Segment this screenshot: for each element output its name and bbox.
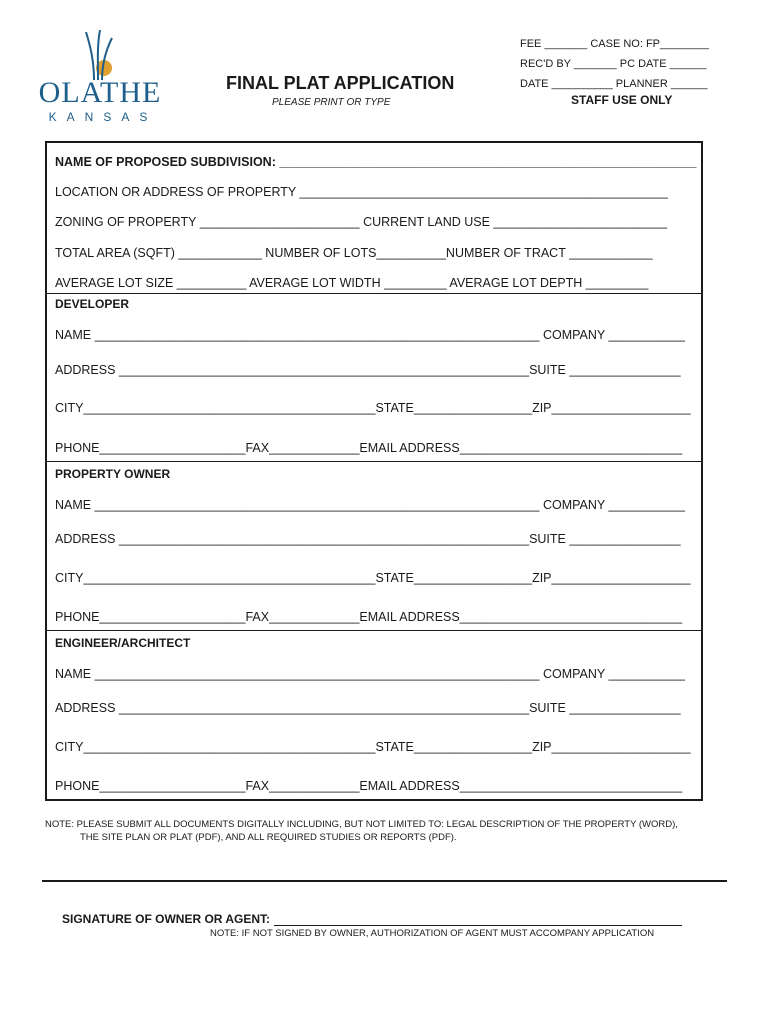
signature-row	[62, 912, 682, 926]
engineer-address-field[interactable]: ADDRESS ___________________________________________________________SUITE ________________	[55, 701, 681, 715]
lot-size-field[interactable]: AVERAGE LOT SIZE __________ AVERAGE LOT WIDTH _________ AVERAGE LOT DEPTH _________	[55, 276, 649, 290]
logo-subword: KANSAS	[48, 110, 158, 124]
staff-line-recd: REC'D BY _______ PC DATE ______	[520, 58, 707, 70]
developer-city-field[interactable]: CITY__________________________________________STATE_________________ZIP____________________	[55, 401, 691, 415]
developer-heading: DEVELOPER	[55, 297, 130, 311]
zoning-field[interactable]: ZONING OF PROPERTY _______________________ CURRENT LAND USE _________________________	[55, 215, 668, 229]
owner-name-field[interactable]: NAME ________________________________________________________________ COMPANY ___________	[55, 498, 685, 512]
engineer-phone-field[interactable]: PHONE_____________________FAX_____________EMAIL ADDRESS________________________________	[55, 779, 683, 793]
note-line: NOTE: PLEASE SUBMIT ALL DOCUMENTS DIGITALLY INCLUDING, BUT NOT LIMITED TO: LEGAL DESCRIPTION OF THE PROPERTY (WORD),	[45, 819, 678, 830]
olathe-logo	[30, 30, 170, 124]
application-form	[45, 141, 703, 801]
signature-label: SIGNATURE OF OWNER OR AGENT:	[62, 912, 270, 926]
area-field[interactable]: TOTAL AREA (SQFT) ____________ NUMBER OF LOTS__________NUMBER OF TRACT ____________	[55, 246, 653, 260]
page-title: FINAL PLAT APPLICATION	[226, 73, 455, 93]
property-owner-heading: PROPERTY OWNER	[55, 467, 171, 481]
section-divider	[47, 630, 701, 631]
signature-line[interactable]	[274, 925, 682, 926]
staff-use-title: STAFF USE ONLY	[571, 93, 673, 107]
submission-note	[45, 818, 735, 844]
reed-sun-icon	[80, 30, 120, 80]
staff-use-fields	[520, 34, 709, 94]
horizontal-rule	[42, 880, 727, 882]
engineer-name-field[interactable]: NAME ________________________________________________________________ COMPANY ___________	[55, 667, 685, 681]
owner-phone-field[interactable]: PHONE_____________________FAX_____________EMAIL ADDRESS________________________________	[55, 610, 683, 624]
signature-note: NOTE: IF NOT SIGNED BY OWNER, AUTHORIZATION OF AGENT MUST ACCOMPANY APPLICATION	[210, 928, 655, 939]
developer-address-field[interactable]: ADDRESS ___________________________________________________________SUITE ________________	[55, 363, 681, 377]
engineer-city-field[interactable]: CITY__________________________________________STATE_________________ZIP____________________	[55, 740, 691, 754]
logo-word: OLATHE	[38, 76, 162, 109]
section-divider	[47, 461, 701, 462]
developer-phone-field[interactable]: PHONE_____________________FAX_____________EMAIL ADDRESS________________________________	[55, 441, 683, 455]
location-field[interactable]: LOCATION OR ADDRESS OF PROPERTY _____________________________________________________	[55, 185, 668, 199]
staff-line-date: DATE __________ PLANNER ______	[520, 78, 708, 90]
subdivision-name-field[interactable]: NAME OF PROPOSED SUBDIVISION: ____________________________________________________________	[55, 155, 697, 169]
owner-city-field[interactable]: CITY__________________________________________STATE_________________ZIP____________________	[55, 571, 691, 585]
staff-line-fee: FEE _______ CASE NO: FP________	[520, 38, 709, 50]
page-subtitle: PLEASE PRINT OR TYPE	[272, 97, 391, 108]
owner-address-field[interactable]: ADDRESS ___________________________________________________________SUITE ________________	[55, 532, 681, 546]
section-divider	[47, 293, 701, 294]
engineer-heading: ENGINEER/ARCHITECT	[55, 636, 191, 650]
note-line: THE SITE PLAN OR PLAT (PDF), AND ALL REQUIRED STUDIES OR REPORTS (PDF).	[80, 832, 457, 843]
developer-name-field[interactable]: NAME ________________________________________________________________ COMPANY ___________	[55, 328, 685, 342]
